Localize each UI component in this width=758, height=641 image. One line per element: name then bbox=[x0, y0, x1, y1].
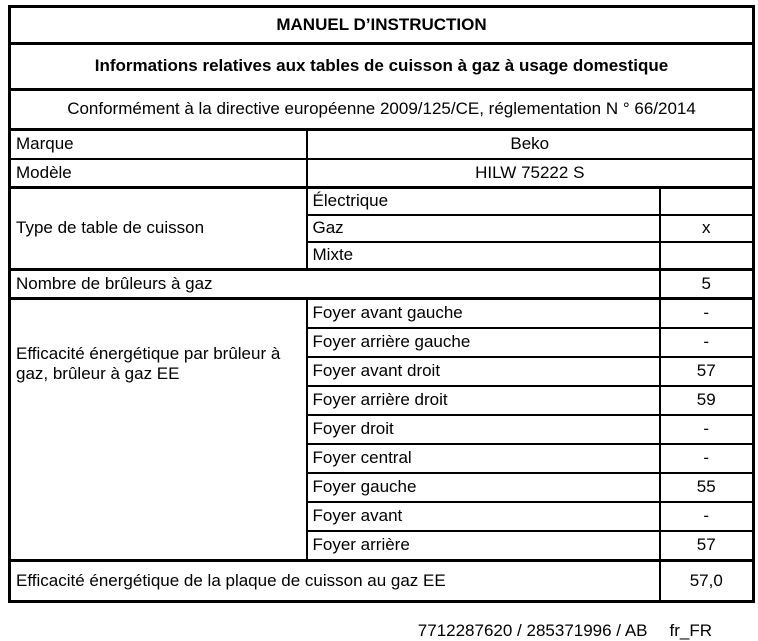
burner-row-value: - bbox=[660, 502, 754, 531]
burner-row-label: Foyer avant bbox=[307, 502, 660, 531]
brand-label: Marque bbox=[10, 130, 307, 160]
burner-row-value: - bbox=[660, 415, 754, 444]
hob-efficiency-value: 57,0 bbox=[660, 561, 754, 602]
burner-row-label: Foyer droit bbox=[307, 415, 660, 444]
spec-table bbox=[8, 5, 755, 603]
burner-row-label: Foyer central bbox=[307, 444, 660, 473]
burner-row-label: Foyer gauche bbox=[307, 473, 660, 502]
burner-row-value: 59 bbox=[660, 386, 754, 415]
hob-type-electric-label: Électrique bbox=[307, 188, 660, 216]
model-label: Modèle bbox=[10, 159, 307, 188]
burner-count-value: 5 bbox=[660, 270, 754, 299]
burner-row-value: 55 bbox=[660, 473, 754, 502]
hob-type-gas-value: x bbox=[660, 215, 754, 242]
brand-value: Beko bbox=[307, 130, 754, 160]
directive-note: Conformément à la directive européenne 2009/125/CE, réglementation N ° 66/2014 bbox=[10, 90, 754, 130]
page-title: MANUEL D’INSTRUCTION bbox=[10, 7, 754, 44]
footer bbox=[8, 621, 752, 641]
hob-type-mixte-label: Mixte bbox=[307, 242, 660, 270]
burner-row-value: - bbox=[660, 299, 754, 329]
hob-efficiency-label: Efficacité énergétique de la plaque de cuisson au gaz EE bbox=[10, 561, 660, 602]
burner-row-label: Foyer arrière gauche bbox=[307, 328, 660, 357]
burner-row-value: 57 bbox=[660, 531, 754, 561]
hob-type-gas-label: Gaz bbox=[307, 215, 660, 242]
page-subtitle: Informations relatives aux tables de cuisson à gaz à usage domestique bbox=[10, 44, 754, 90]
burner-row-value: - bbox=[660, 444, 754, 473]
footer-document-code: 7712287620 / 285371996 / AB bbox=[417, 621, 648, 640]
hob-type-electric-value bbox=[660, 188, 754, 216]
burner-row-label: Foyer arrière droit bbox=[307, 386, 660, 415]
hob-type-label: Type de table de cuisson bbox=[10, 188, 307, 270]
burner-row-label: Foyer arrière bbox=[307, 531, 660, 561]
model-value: HILW 75222 S bbox=[307, 159, 754, 188]
burner-row-label: Foyer avant droit bbox=[307, 357, 660, 386]
burner-row-value: - bbox=[660, 328, 754, 357]
burner-row-label: Foyer avant gauche bbox=[307, 299, 660, 329]
burner-count-label: Nombre de brûleurs à gaz bbox=[10, 270, 660, 299]
footer-locale: fr_FR bbox=[669, 621, 712, 640]
burner-row-value: 57 bbox=[660, 357, 754, 386]
burner-efficiency-label: Efficacité énergétique par brûleur à gaz, brûleur à gaz EE bbox=[10, 299, 307, 561]
hob-type-mixte-value bbox=[660, 242, 754, 270]
